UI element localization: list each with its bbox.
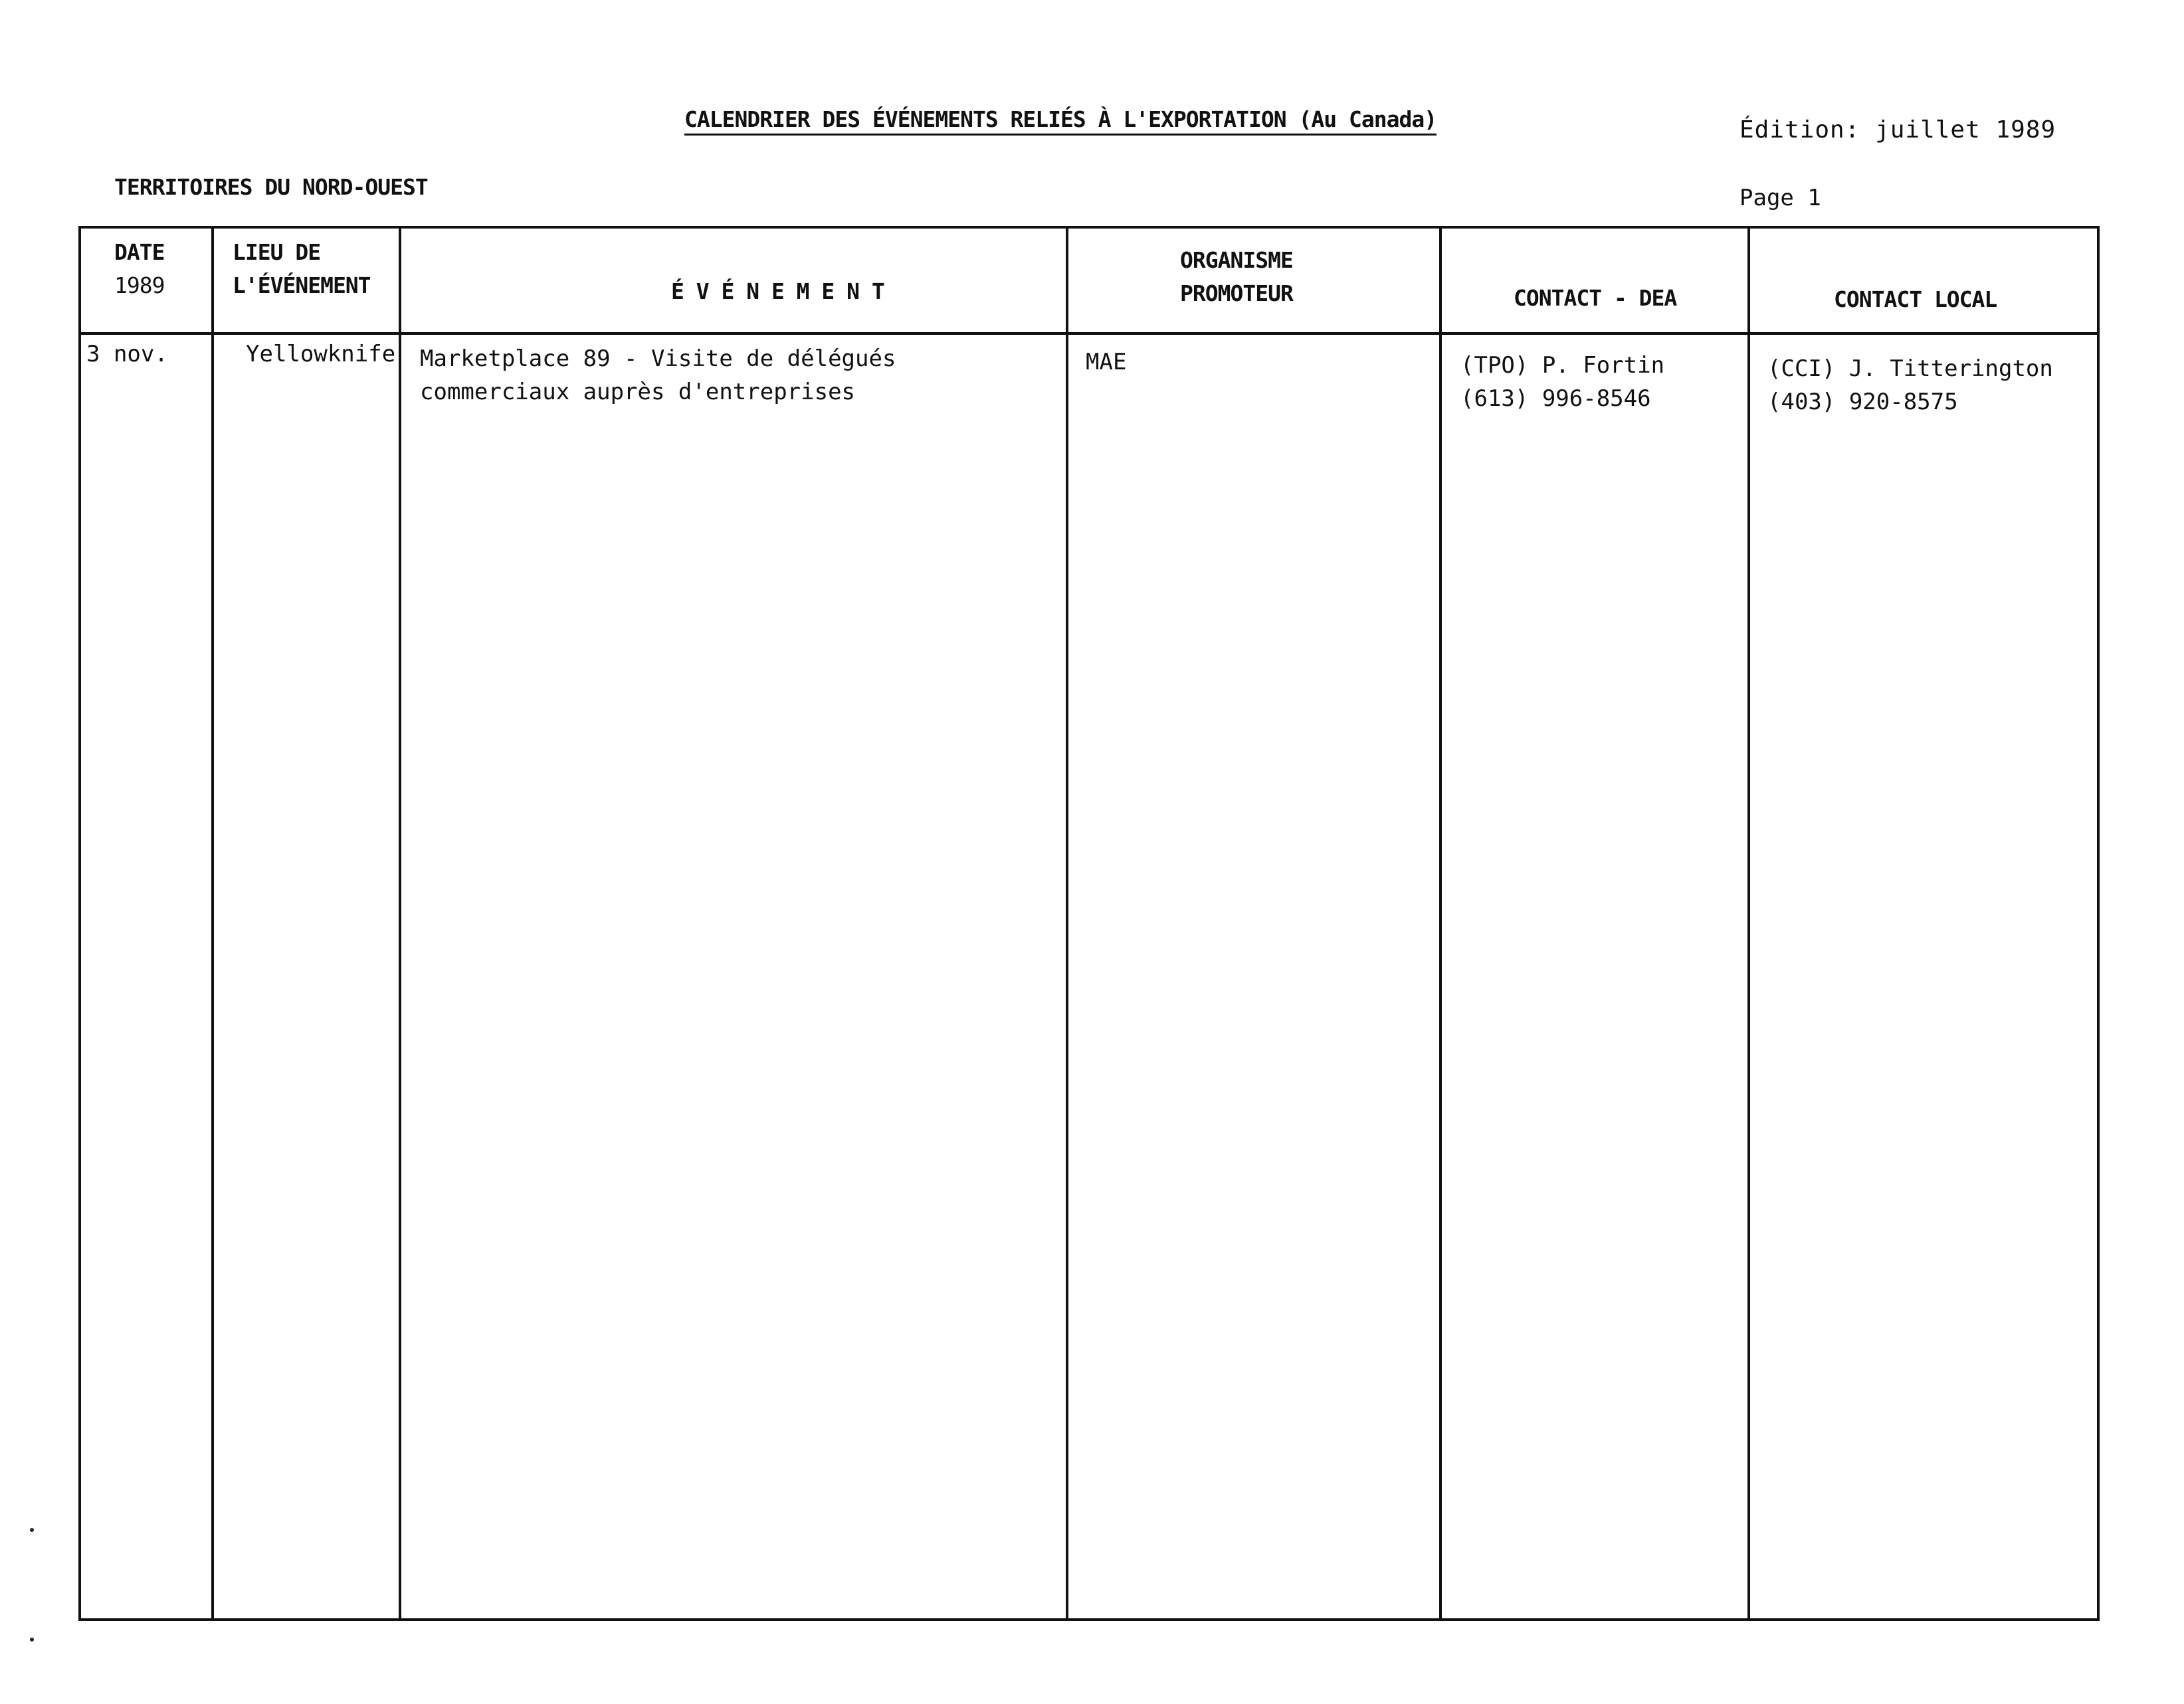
edition-date: Édition: juillet 1989	[1739, 116, 2056, 143]
header-contact-local: CONTACT LOCAL	[1834, 286, 1997, 312]
header-lieu-line1: LIEU DE	[233, 239, 321, 265]
row-evenement	[420, 342, 896, 409]
header-divider	[78, 332, 2100, 335]
scan-speck	[30, 1638, 34, 1642]
header-lieu	[233, 236, 371, 302]
row-organisme: MAE	[1086, 349, 1127, 375]
row-contact-dea-line1: (TPO) P. Fortin	[1460, 352, 1665, 379]
header-organisme-line2: PROMOTEUR	[1180, 280, 1293, 306]
column-divider-5	[1747, 226, 1750, 1621]
header-date-year: 1989	[114, 272, 165, 298]
row-contact-local-line1: (CCI) J. Titterington	[1767, 355, 2053, 382]
row-date: 3 nov.	[86, 341, 168, 367]
column-divider-4	[1439, 226, 1442, 1621]
events-table	[78, 226, 2100, 1621]
page-number: Page 1	[1739, 185, 1821, 211]
row-contact-local-line2: (403) 920-8575	[1767, 389, 1958, 415]
header-evenement: É V É N E M E N T	[671, 278, 884, 304]
scan-speck	[30, 1528, 34, 1532]
header-lieu-line2: L'ÉVÉNEMENT	[233, 272, 371, 298]
row-contact-dea-line2: (613) 996-8546	[1460, 385, 1651, 412]
header-date-label: DATE	[114, 239, 165, 265]
column-divider-1	[211, 226, 214, 1621]
row-lieu: Yellowknife	[246, 341, 396, 367]
header-contact-dea: CONTACT - DEA	[1514, 285, 1677, 311]
header-date	[114, 236, 164, 302]
row-contact-dea	[1460, 349, 1664, 415]
column-divider-3	[1066, 226, 1068, 1621]
document-title: CALENDRIER DES ÉVÉNEMENTS RELIÉS À L'EXPORTATION (Au Canada)	[684, 106, 1437, 132]
row-contact-local	[1767, 352, 2053, 419]
header-organisme-line1: ORGANISME	[1180, 247, 1293, 273]
row-evenement-line2: commerciaux auprès d'entreprises	[420, 379, 856, 405]
header-organisme	[1180, 244, 1293, 310]
region-heading: TERRITOIRES DU NORD-OUEST	[114, 174, 428, 200]
row-evenement-line1: Marketplace 89 - Visite de délégués	[420, 345, 896, 372]
column-divider-2	[399, 226, 401, 1621]
